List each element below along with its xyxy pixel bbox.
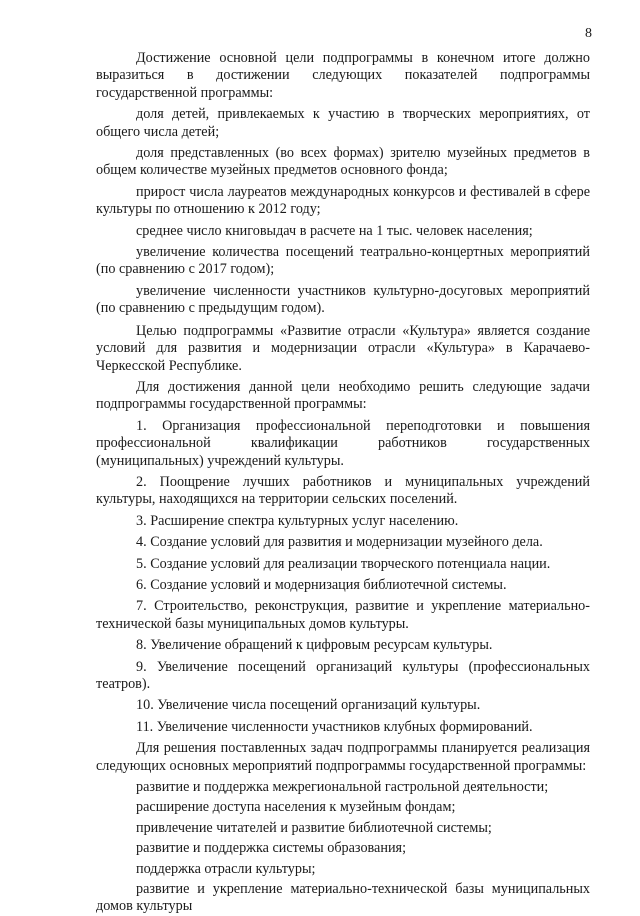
page-number: 8 (585, 26, 592, 41)
indicator-item: доля детей, привлекаемых к участию в творческих мероприятиях, от общего числа детей; (96, 106, 590, 140)
indicator-item: среднее число книговыдач в расчете на 1 тыс. человек населения; (136, 222, 533, 239)
task-item: 8. Увеличение обращений к цифровым ресурсам культуры. (136, 637, 493, 654)
measure-item: развитие и поддержка межрегиональной гастрольной деятельности; (136, 779, 549, 796)
task-item: 9. Увеличение посещений организаций культуры (профессиональных театров). (96, 658, 590, 692)
task-item: 11. Увеличение численности участников клубных формирований. (136, 718, 533, 735)
task-item: 5. Создание условий для реализации творческого потенциала нации. (136, 555, 551, 572)
task-item: 6. Создание условий и модернизация библиотечной системы. (136, 576, 507, 593)
tasks-intro: Для достижения данной цели необходимо решить следующие задачи подпрограммы государственной программы: (96, 378, 590, 413)
measure-item: развитие и поддержка системы образования; (136, 840, 407, 857)
measures-intro: Для решения поставленных задач подпрограммы планируется реализация следующих основных мероприятий подпрограммы государственной программы: (96, 740, 590, 774)
document-body (96, 50, 590, 916)
measure-item: поддержка отрасли культуры; (136, 860, 316, 877)
measure-item: развитие и укрепление материально-технической базы муниципальных домов культуры (96, 881, 590, 915)
indicator-item: доля представленных (во всех формах) зрителю музейных предметов в общем количестве музейных предметов основного фонда; (96, 145, 590, 179)
measure-item: расширение доступа населения к музейным фондам; (136, 799, 456, 816)
task-item: 2. Поощрение лучших работников и муниципальных учреждений культуры, находящихся на территории сельских поселений. (96, 473, 590, 508)
indicator-item: увеличение количества посещений театрально-концертных мероприятий (по сравнению с 2017 годом); (96, 244, 590, 278)
task-item: 3. Расширение спектра культурных услуг населению. (136, 512, 459, 529)
task-item: 7. Строительство, реконструкция, развитие и укрепление материально-технической базы муниципальных домов культуры. (96, 598, 590, 632)
task-item: 10. Увеличение числа посещений организаций культуры. (136, 697, 481, 714)
task-item: 1. Организация профессиональной переподготовки и повышения профессиональной квалификации работников государственных (муниципальных) учреждений культуры. (96, 417, 590, 469)
indicator-item: увеличение численности участников культурно-досуговых мероприятий (по сравнению с предыдущим годом). (96, 282, 590, 317)
indicator-item: прирост числа лауреатов международных конкурсов и фестивалей в сфере культуры по отношению к 2012 году; (96, 183, 590, 218)
measure-item: привлечение читателей и развитие библиотечной системы; (136, 819, 492, 836)
indicators-intro: Достижение основной цели подпрограммы в конечном итоге должно выразиться в достижении следующих показателей подпрограммы государственной программы: (96, 50, 590, 101)
task-item: 4. Создание условий для развития и модернизации музейного дела. (136, 534, 543, 551)
goal-paragraph: Целью подпрограммы «Развитие отрасли «Культура» является создание условий для развития и модернизации отрасли «Культура» в Карачаево-Черкесской Республике. (96, 322, 590, 374)
